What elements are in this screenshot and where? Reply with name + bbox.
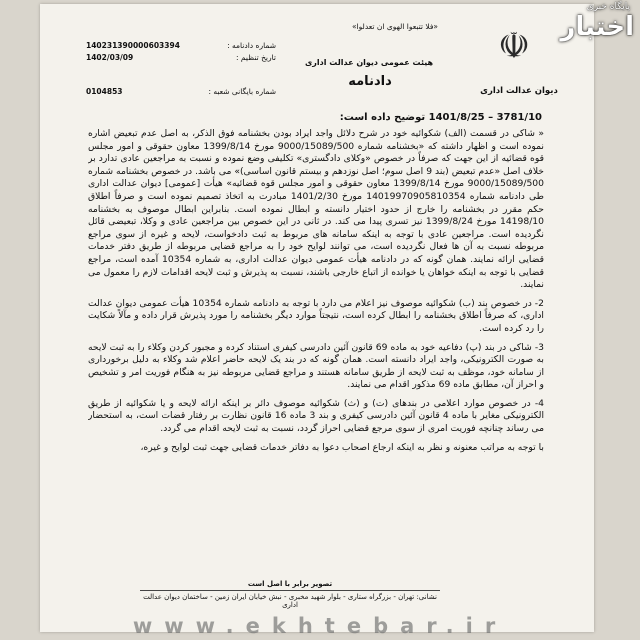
document-body [88,128,544,566]
footer-address: نشانی: تهران - بزرگراه ستاری - بلوار شهید مخبری - نبش خیابان ایران زمین - ساختمان دیوان عدالت اداری [140,590,440,609]
site-logo[interactable] [522,2,638,58]
body-heading: 3781/10 – 1401/8/25 توضیح داده است: [339,112,542,123]
meta-row-verdict-number [86,40,276,52]
meta-value: 0104853 [86,87,123,96]
meta-row-archive-number [86,86,276,98]
body-paragraph: 3- شاکی در بند (پ) دفاعیه خود به ماده 69 قانون آئین دادرسی کیفری استناد کرده و مجبور کردن وکلاء را به ثبت لایحه به صورت الکترونیکی، واجد ایراد دانسته است. همان گونه که در بند یک لایحه حاضر اعلام شد وکلاء به دلیل برخورداری از سامانه خود، موظف به ثبت لایحه از طریق سامانه هستند و مراجع قضایی مربوطه نیز به هنگام فوریت امر و تشخیص و احراز آن، مطابق ماده 69 مذکور اقدام می نمایند. [88,341,544,391]
body-paragraph: « شاکی در قسمت (الف) شکوائیه خود در شرح دلائل واجد ایراد بودن بخشنامه فوق الذکر، به اصل عدم تبعیض اشاره نموده است و اظهار داشته که «بخشنامه شماره 9000/15089/500 مورخ 1399/8/14 معاون حقوقی و امور مجلس قوه قضائیه از این جهت که صرفاً در خصوص «وکلای دادگستری» تکلیفی وضع نموده و نسبت به مراجعین عادی تدارد بر خلاف اصل «عدم تبعیض (بند 9 اصل سوم؛ اصل نوزدهم و بیستم قانون اساسی)» می باشد. در خصوص بخشنامه شماره 9000/15089/500 مورخ 1399/8/14 معاون حقوقی و امور مجلس قوه قضائیه» هیأت [عمومی] دیوان عدالت اداری طی دادنامه شماره 14019970905810354 مورخ 1401/2/30 مبادرت به اتخاذ تصمیم نموده است و صرفاً اطلاق حکم مقرر در بخشنامه را خارج از حدود اختیار دانسته و ابطال نموده است. بنابراین ابطال موصوف به بخشنامه 14198/10 مورخ 1399/8/24 نیز تسری پیدا می کند. در ثانی در این خصوص بین مراجعین عادی و وکلا، تبعیضی قائل نگردیده است. مراجعین عادی با توجه به اینکه سامانه های مربوط به ثبت دادخواست، لایحه و غیره از سوی مراجع مربوطه نسبت به آن ها فعال نگردیده است، می توانند لوایح خود را به مراجع قضایی مربوطه از طریق دفتر خدمات قضایی ارائه نمایند. همان گونه که در دادنامه هیأت عمومی دیوان عدالت اداری، به شماره 10354 آمده است، مراجع قضایی با توجه به اینکه خواهان یا خوانده از اتباع خارجی باشند، نسبت به پذیرش و ثبت لایحه اقدامات لازم را معمول می نمایند. [88,128,544,291]
body-paragraph: 4- در خصوص موارد اعلامی در بندهای (ت) و (ث) شکوائیه موصوف دائر بر اینکه ارائه لایحه و یا شکوائیه از طریق الکترونیکی مغایر با ماده 4 قانون آئین دادرسی کیفری و بند 3 ماده 16 قانون نظارت بر رفتار قضات است، به استحضار می رساند چنانچه فوریت امری از سوی مرجع قضایی احراز گردد، نسبت به ثبت لایحه اقدام می گردد. [88,397,544,435]
document-meta [86,40,276,98]
meta-label: شماره دادنامه : [227,41,276,50]
body-paragraph: 2- در خصوص بند (ب) شکوائیه موصوف نیز اعلام می دارد با توجه به دادنامه شماره 10354 هیأت عمومی دیوان عدالت اداری، که صرفاً اطلاق بخشنامه را ابطال کرده است، نتیجتاً موارد دیگر بخشنامه را مورد پذیرش قرار داده و مآلاً شکایت را رد کرده است. [88,297,544,334]
logo-name: اختبار [560,12,634,42]
logo-subtitle: پایگاه خبری [586,2,630,12]
meta-label: تاریخ تنظیم : [236,53,276,62]
meta-row-date [86,52,276,64]
body-paragraph: با توجه به مراتب معنونه و نظر به اینکه ارجاع اصحاب دعوا به دفاتر خدمات قضایی جهت ثبت لوایح و غیره، [140,441,544,453]
certified-copy-stamp: تصویر برابر با اصل است [247,580,333,588]
site-watermark: www.ekhtebar.ir [132,614,508,638]
meta-value: 1402/03/09 [86,53,134,62]
iran-emblem-icon: ☫ [497,26,531,67]
court-name: دیوان عدالت اداری [480,86,558,96]
meta-value: 140231390000603394 [86,41,180,50]
meta-label: شماره بایگانی شعبه : [208,87,276,96]
board-name: هیئت عمومی دیوان عدالت اداری [304,58,434,67]
document-title: دادنامه [348,74,392,89]
header-motto: «فلا تتبعوا الهوی ان تعدلوا» [351,22,438,31]
